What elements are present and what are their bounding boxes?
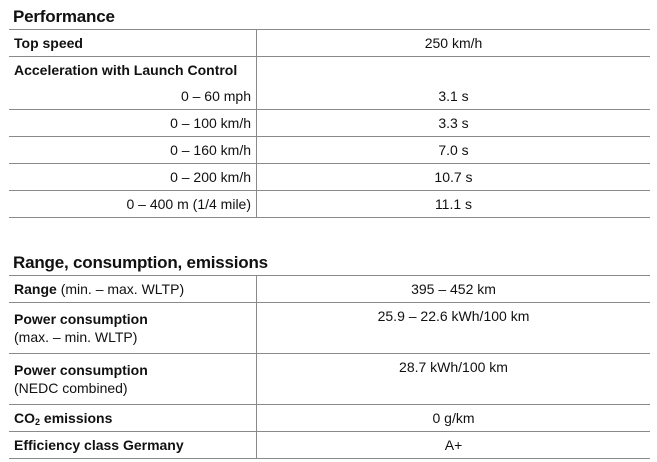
range-label [9,276,257,303]
acceleration-value-empty [257,57,651,84]
co2-label [9,405,257,432]
table-row [9,164,650,191]
power-nedc-qualifier: (NEDC combined) [14,380,128,396]
accel-value: 7.0 s [257,137,651,164]
co2-label-prefix: CO [14,410,35,426]
efficiency-label: Efficiency class Germany [9,432,257,459]
efficiency-value: A+ [257,432,651,459]
accel-label: 0 – 400 m (1/4 mile) [9,191,257,218]
table-row [9,354,650,405]
accel-value: 10.7 s [257,164,651,191]
power-nedc-label [9,354,257,405]
power-nedc-value: 28.7 kWh/100 km [257,354,651,405]
power-wltp-label [9,303,257,354]
table-row [9,137,650,164]
co2-label-sub: 2 [35,417,41,427]
power-wltp-label-bold: Power consumption [14,311,148,327]
range-label-bold: Range [14,281,57,297]
table-row [9,191,650,218]
accel-value: 3.1 s [257,83,651,110]
table-row [9,83,650,110]
top-speed-value: 250 km/h [257,30,651,57]
range-title: Range, consumption, emissions [9,252,650,276]
co2-label-suffix: emissions [40,410,113,426]
table-row [9,57,650,84]
accel-label: 0 – 160 km/h [9,137,257,164]
table-row [9,110,650,137]
accel-label: 0 – 60 mph [9,83,257,110]
co2-value: 0 g/km [257,405,651,432]
table-row [9,276,650,303]
accel-label: 0 – 100 km/h [9,110,257,137]
top-speed-label: Top speed [9,30,257,57]
table-row [9,30,650,57]
power-wltp-value: 25.9 – 22.6 kWh/100 km [257,303,651,354]
range-value: 395 – 452 km [257,276,651,303]
performance-section [9,6,650,218]
accel-value: 3.3 s [257,110,651,137]
range-table [9,276,650,459]
table-row [9,432,650,459]
performance-title: Performance [9,6,650,30]
range-qualifier: (min. – max. WLTP) [60,281,185,297]
table-row [9,303,650,354]
power-nedc-label-bold: Power consumption [14,362,148,378]
accel-value: 11.1 s [257,191,651,218]
power-wltp-qualifier: (max. – min. WLTP) [14,329,138,345]
performance-table [9,30,650,218]
acceleration-label: Acceleration with Launch Control [14,62,238,78]
range-section [9,252,650,459]
accel-label: 0 – 200 km/h [9,164,257,191]
table-row [9,405,650,432]
